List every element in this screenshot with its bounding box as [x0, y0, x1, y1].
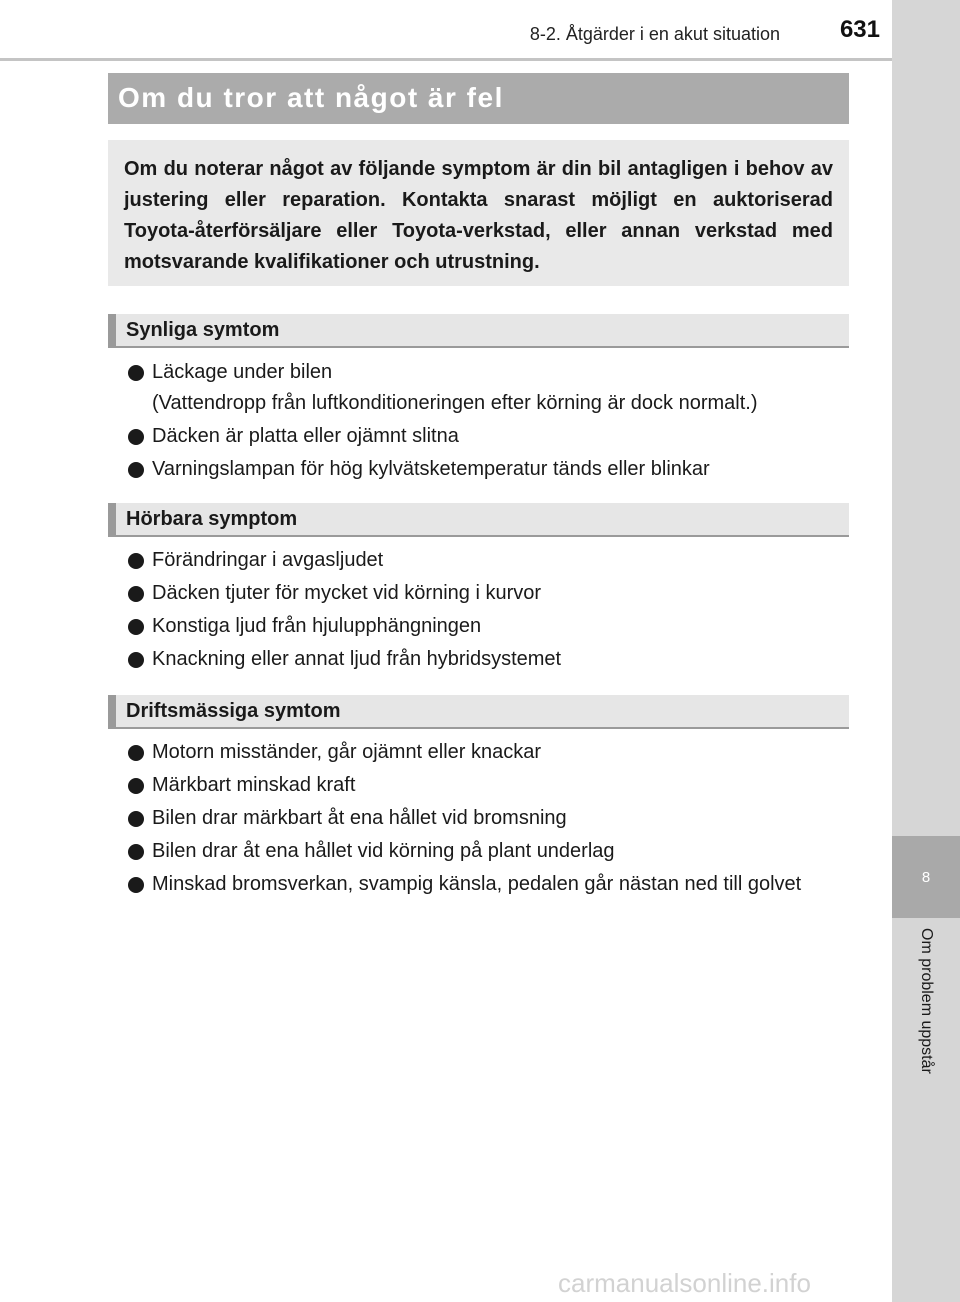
- bullet-dot-icon: [128, 553, 144, 569]
- list-item: [126, 869, 848, 900]
- list-item: [126, 836, 848, 867]
- list-item-text: Bilen drar åt ena hållet vid körning på plant underlag: [152, 840, 615, 862]
- page-header: [0, 0, 892, 61]
- list-item: [126, 803, 848, 834]
- list-item-text: Märkbart minskad kraft: [152, 774, 356, 796]
- intro-text: Om du noterar något av följande symptom är din bil antagligen i behov av justering eller reparation. Kontakta snarast möjligt en auktoriserad Toyota-återförsäljare eller Toyota-verkstad, eller annan verkstad med motsvarande kvalifikationer och utrustning.: [124, 158, 833, 273]
- list-item-text: Läckage under bilen: [152, 361, 333, 383]
- subheading-label: Driftsmässiga symtom: [126, 700, 341, 722]
- list-item: [126, 421, 848, 452]
- bullet-dot-icon: [128, 365, 144, 381]
- section-title: 8-2. Åtgärder i en akut situation: [529, 24, 780, 44]
- list-item: [126, 611, 848, 642]
- bullet-dot-icon: [128, 778, 144, 794]
- bullet-list-operational: [126, 737, 848, 902]
- list-item: [126, 578, 848, 609]
- intro-box: [108, 140, 849, 286]
- watermark: carmanualsonline.info: [558, 1268, 811, 1298]
- list-item-text: Däcken är platta eller ojämnt slitna: [152, 425, 459, 447]
- list-item-text: Förändringar i avgasljudet: [152, 549, 384, 571]
- list-item: [126, 357, 848, 419]
- list-item: [126, 545, 848, 576]
- bullet-dot-icon: [128, 462, 144, 478]
- bullet-dot-icon: [128, 811, 144, 827]
- list-item: [126, 644, 848, 675]
- bullet-list-audible: [126, 545, 848, 677]
- list-item: [126, 770, 848, 801]
- list-item-text: Varningslampan för hög kylvätsketemperatur tänds eller blinkar: [152, 458, 710, 480]
- bullet-dot-icon: [128, 877, 144, 893]
- list-item: [126, 454, 848, 485]
- bullet-dot-icon: [128, 652, 144, 668]
- page-number: 631: [839, 16, 880, 43]
- bullet-list-visible: [126, 357, 848, 487]
- bullet-dot-icon: [128, 586, 144, 602]
- side-tab: [892, 0, 960, 1302]
- subheading-label: Hörbara symptom: [126, 508, 298, 530]
- chapter-number: 8: [892, 836, 960, 918]
- page-title: Om du tror att något är fel: [118, 82, 504, 113]
- list-item-note: (Vattendropp från luftkonditioneringen efter körning är dock normalt.): [152, 392, 758, 414]
- list-item-text: Konstiga ljud från hjulupphängningen: [152, 615, 482, 637]
- list-item-text: Däcken tjuter för mycket vid körning i kurvor: [152, 582, 542, 604]
- chapter-title: Om problem uppstår: [918, 928, 935, 1074]
- subheading-operational-symptoms: [108, 695, 849, 729]
- list-item-text: Bilen drar märkbart åt ena hållet vid bromsning: [152, 807, 567, 829]
- subheading-audible-symptoms: [108, 503, 849, 537]
- list-item-text: Minskad bromsverkan, svampig känsla, pedalen går nästan ned till golvet: [152, 873, 802, 895]
- bullet-dot-icon: [128, 745, 144, 761]
- bullet-dot-icon: [128, 844, 144, 860]
- bullet-dot-icon: [128, 429, 144, 445]
- list-item-text: Motorn misständer, går ojämnt eller knackar: [152, 741, 542, 763]
- subheading-label: Synliga symtom: [126, 319, 280, 341]
- bullet-dot-icon: [128, 619, 144, 635]
- subheading-visible-symptoms: [108, 314, 849, 348]
- list-item: [126, 737, 848, 768]
- list-item-text: Knackning eller annat ljud från hybridsystemet: [152, 648, 562, 670]
- page-title-bar: [108, 73, 849, 124]
